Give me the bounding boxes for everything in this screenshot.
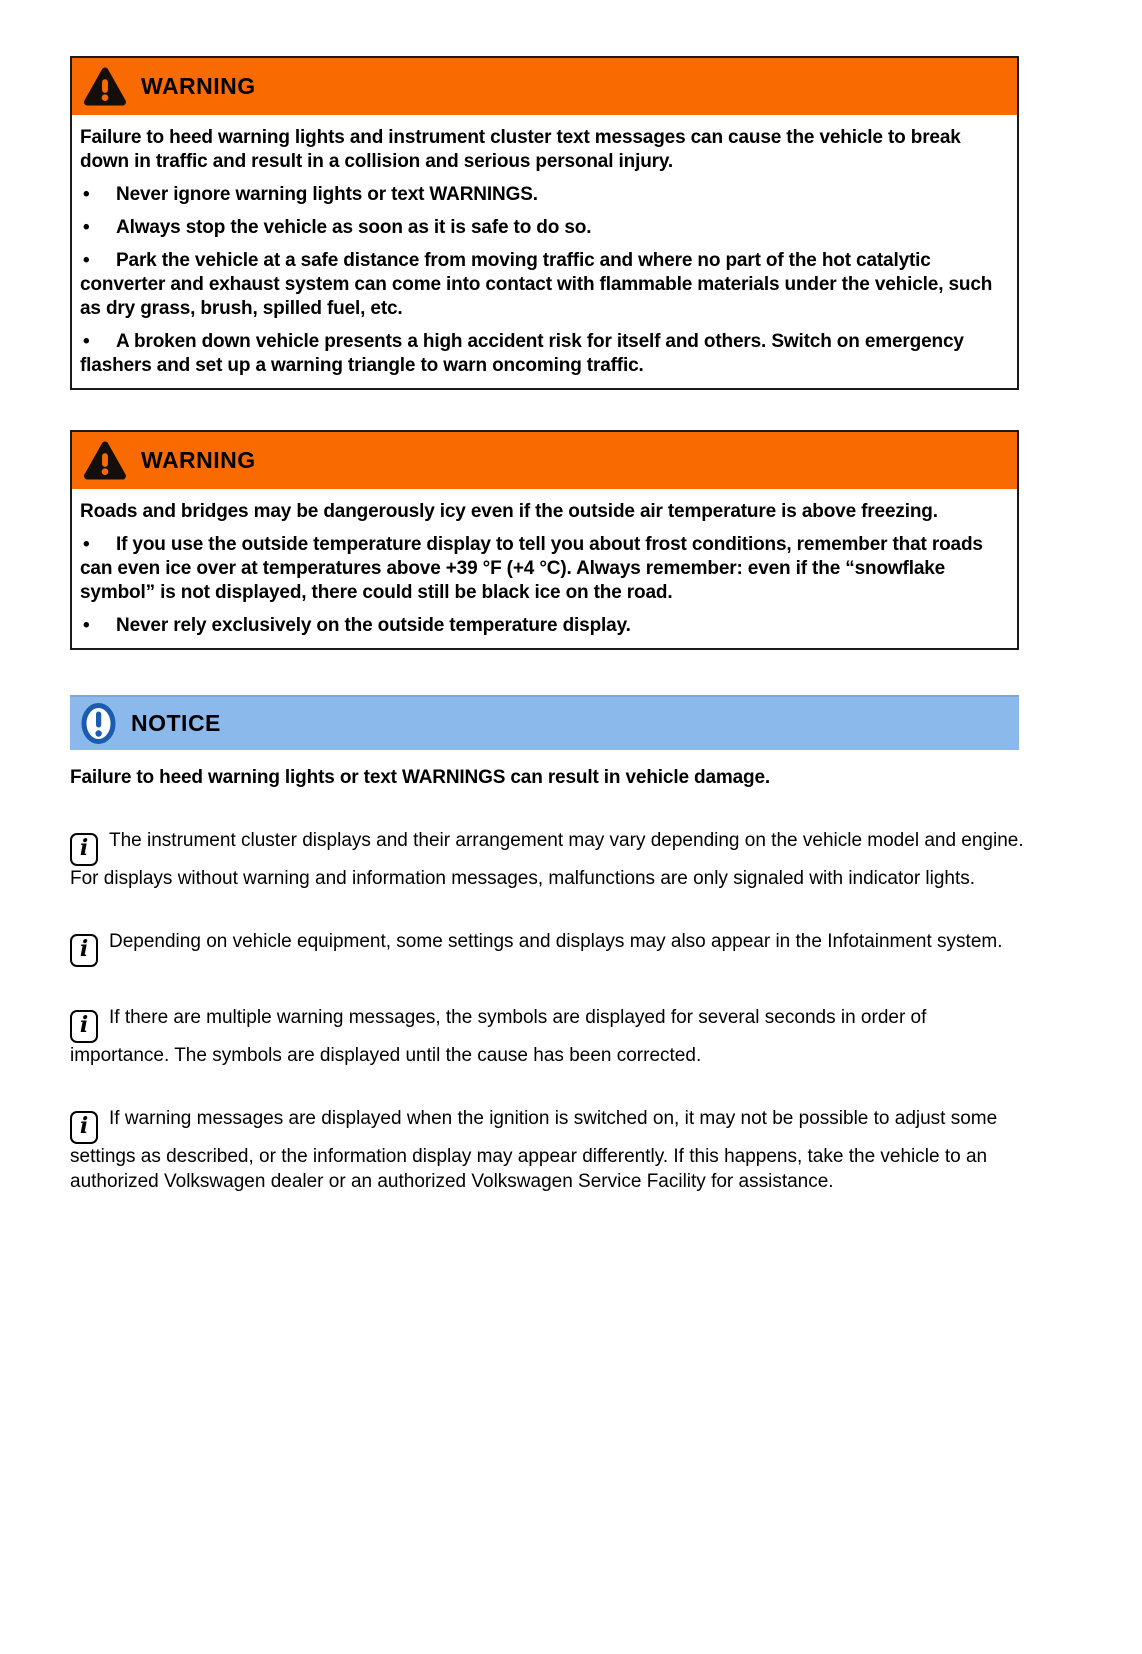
- notice-exclamation-icon: [80, 702, 117, 745]
- info-icon: i: [70, 1010, 98, 1043]
- warning-bullet-text: Never ignore warning lights or text WARNINGS.: [116, 184, 538, 205]
- bullet-marker: •: [83, 250, 90, 271]
- info-note: [70, 929, 1030, 967]
- warning-triangle-icon: [84, 67, 126, 106]
- warning-bullet-text: Park the vehicle at a safe distance from moving traffic and where no part of the hot catalytic converter and exhaust system can come into contact with flammable materials under the vehicle, such as dry grass, brush, spilled fuel, etc.: [80, 250, 993, 319]
- warning-box-body: [72, 115, 1017, 388]
- warning-bullet-item: [80, 249, 1009, 321]
- warning-bullet-item: [80, 216, 1009, 240]
- info-note-text: If warning messages are displayed when the ignition is switched on, it may not be possible to adjust some settings as described, or the information display may appear differently. If this happens, take the vehicle to an authorized Volkswagen dealer or an authorized Volkswagen Service Facility for assistance.: [70, 1108, 998, 1192]
- info-note-text: Depending on vehicle equipment, some settings and displays may also appear in the Infotainment system.: [109, 931, 1003, 952]
- warning-box: [70, 56, 1019, 390]
- warning-bullet-item: [80, 330, 1009, 378]
- warning-bullet-text: If you use the outside temperature display to tell you about frost conditions, remember that roads can even ice over at temperatures above +39 °F (+4 °C). Always remember: even if the “snowflake symbol” is not displayed, there could still be black ice on the road.: [80, 534, 983, 603]
- warning-bullet-text: A broken down vehicle presents a high accident risk for itself and others. Switch on emergency flashers and set up a warning triangle to warn oncoming traffic.: [80, 331, 964, 376]
- notice-text: Failure to heed warning lights or text WARNINGS can result in vehicle damage.: [70, 767, 771, 788]
- warning-title: WARNING: [141, 73, 256, 99]
- info-note: [70, 1106, 1030, 1194]
- warning-box-body: [72, 489, 1017, 648]
- warning-intro: Roads and bridges may be dangerously icy even if the outside air temperature is above freezing.: [80, 501, 938, 522]
- bullet-marker: •: [83, 534, 90, 555]
- warning-bullet-item: [80, 183, 1009, 207]
- warning-title: WARNING: [141, 447, 256, 473]
- page-content: [70, 56, 1024, 1213]
- warning-bullet-item: [80, 533, 1009, 605]
- info-note: [70, 828, 1030, 891]
- bullet-marker: •: [83, 217, 90, 238]
- warning-intro: Failure to heed warning lights and instrument cluster text messages can cause the vehicle to break down in traffic and result in a collision and serious personal injury.: [80, 127, 961, 172]
- warning-bullet-item: [80, 614, 1009, 638]
- warning-bullet-text: Never rely exclusively on the outside temperature display.: [116, 615, 631, 636]
- bullet-marker: •: [83, 615, 90, 636]
- bullet-marker: •: [83, 331, 90, 352]
- warning-bullet-text: Always stop the vehicle as soon as it is safe to do so.: [116, 217, 592, 238]
- info-icon: i: [70, 833, 98, 866]
- info-icon: i: [70, 1111, 98, 1144]
- info-note-text: The instrument cluster displays and their arrangement may vary depending on the vehicle model and engine. For displays without warning and information messages, malfunctions are only signaled with indicator lights.: [70, 830, 1024, 889]
- warning-triangle-icon: [84, 441, 126, 480]
- warning-box-header: [72, 58, 1017, 115]
- notice-bar: [70, 695, 1019, 750]
- info-note-text: If there are multiple warning messages, the symbols are displayed for several seconds in order of importance. The symbols are displayed until the cause has been corrected.: [70, 1007, 927, 1066]
- warning-box-header: [72, 432, 1017, 489]
- info-icon: i: [70, 934, 98, 967]
- bullet-marker: •: [83, 184, 90, 205]
- info-note: [70, 1005, 1030, 1068]
- notice-title: NOTICE: [131, 710, 221, 736]
- warning-box: [70, 430, 1019, 650]
